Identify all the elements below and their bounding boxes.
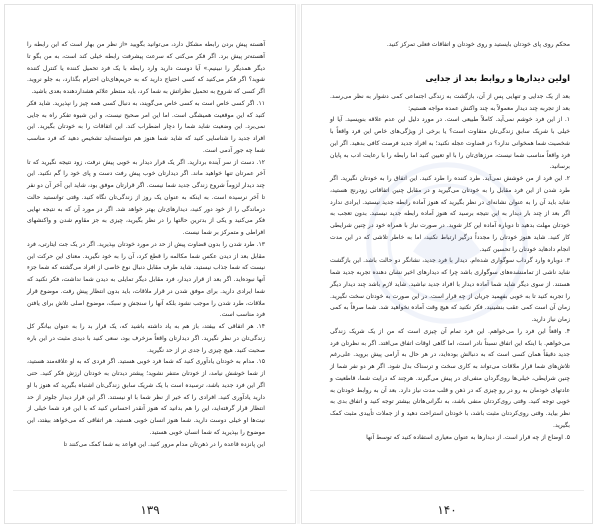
left_page-paragraph: ۱۳. طرد شدن را بدون قضاوت پیش از حد در مورد خودتان بپذیرید. اگر در یک جت ایتارتی، فرد مقابل بعد از دیدن عکس شما مکالمه را قطع کرد، آن را به خود نگیرید. معنای این حرکت این نیست که شما جذاب نیستید. شاید طرف مقابل دنبال نوع خاصی از افراد می‌گشته که شما جزء آنها نبوده‌اید. اگر بعد از قرار دیدار، فرد مقابل دیگر تمایلی به دیدن شما نداشت، فکر نکنید که شما ایرادی دارید. برای موفق شدن در قرار ملاقات، باید بدون انتظار پیش رفت. موضوع قرار ملاقات، طرد شدن را موجب نشود بلکه آنها را سنجش و سبک، موضوع اصلی تلاش برای یافتن فرد مناسب است. xyxy=(27,240,265,319)
left-page-text xyxy=(27,39,265,450)
left_page-paragraph: ۱۵. مدام به خودتان یادآوری کنید که شما فرد خوبی هستید. اگر فردی که به او علاقه‌مند هستید، از شما خوشش نیامد، از خودتان متنفر نشوید؛ پیشتر دیدتان به خودتان ارزش فکر کنید. حتی اگر این فرد جدید باشد، ترسیده است با یک شریک سابق زندگی‌تان اشتباه بگیرید که هنوز با او دارید یادآوری کنید. افرادی را که خیر از نظر شما با او نیستند. اگر این قرار دیدار جلوتر از حد انتظار قرار گرفته‌اید، این را هم بدانید که هنوز آنقدر احساس کنید که با این فرد شما خیلی از نیت‌ها او خیلی دوست دارید. شما هنوز انسان خوبی هستید. هر اتفاقی که می‌خواهد بیفتد، این موضوع را بپذیرید که شما انسان خوبی هستید. xyxy=(27,358,265,436)
section-heading: اولین دیدارها و روابط بعد از جدایی xyxy=(425,72,570,83)
right_page-paragraph: ۴. واقعاً این فرد را می‌خواهم. این فرد تمام آن چیزی است که من از یک شریک زندگی می‌خواهم. با اینکه این اتفاق نسبتاً نادر است، اما گاهی اوقات اتفاق می‌افتد. اگر به نظرتان فرد جدید دقیقاً همان کسی است که به دنبالش بوده‌اید، در هر حال به آرامی پیش بروید. علی‌رغم تلاش‌های شما قرار ملاقات می‌تواند به کاری سخت و ترسناک بدل شود. اگر هر دو نفر شما از چنین شرایطی، خیلی‌ها روی‌گردان منفی‌ای در پیش می‌گیرند. هرچند که درایت شما، قاطعیت و عادتهای خودمان به رو در رو چیزی که در ذهن و قلب مدت نیاز دارد. بعد آن به روابط خودتان به خوبی توجه کنید. وقتی روی‌کردتان منفی باشد، به نگرانی‌هاتان بیشتر توجه کنید و اتفاق بدی به نظر بیاید. وقتی روی‌کردتان مثبت باشد، با خودتان استراحت دهید و از جملات تأییدی مثبت کمک بگیرید. xyxy=(330,327,570,429)
right_page-paragraph: ۲. این فرد از من خوشش نمی‌آید. طرد کننده را طرد کنید. این اتفاق را به خودتان نگیرید. اگر طرد شدن از این فرد مقابل را به خودتان می‌گیرید و در مقابل چنین اتفاقاتی زودرنج هستید، شاید باید آن را به عنوان نشانه‌ای در نظر بگیرید که هنوز آماده رابطه جدید نیستید. ایرادی ندارد اگر بعد از چند بار دیدار به این نتیجه برسید که هنوز آماده رابطه جدید نیستید. بدون تعجب به خودتان مهلت بدهید تا دوباره آماده این کار شوید. در صورت نیاز با همراه خود در چنین شرایطی کار کنید. شاید هنوز خودتان را مجدداً درگیر ارتباط نکنید، اما به خاطر تلاشی که در این مدت انجام دادهاید خودتان را تحسین کنید. xyxy=(330,175,570,253)
right_page-paragraph: ۳. دوباره وارد گرداب سوگواری شده‌ام. دیدار با فرد جدید، نشانگر دو حالت باشد. این بازگشت شاید ناشی از تمامنشده‌های سوگواری باشد چرا که دیدارهای اخیر نشان دهنده تجربه جدید شما هستند. از سوی دیگر شاید شما آماده دیدار با افراد جدید نباشید. شاید لازم باشد چند دیدار دیگر را تجربه کنید تا به خوبی بفهمید جریان از چه قرار است. در این صورت به خودتان سخت نگیرید. زمان آن است کمی عقب بنشینید. فکر نکنید که هیچ وقت آماده نخواهید شد. شما صرفاً به کمی زمان نیاز دارید. xyxy=(330,257,570,323)
right-page xyxy=(301,4,593,524)
right-page-number: ۱۴۰ xyxy=(437,503,457,517)
left_page-paragraph: ۱۲. دست از سر آینده بردارید. اگر یک قرار دیدار به خوبی پیش نرفت، زود نتیجه نگیرید که تا آخر عمرتان تنها خواهید ماند. اگر دیدارتان خوب پیش رفت دست و پای خود را گم نکنید. این چند دیدار لزوماً شروع زندگی جدید شما نیست. اگر قرارتان موفق بود، شاید این آخر آن دو نفر تا آخر نرسیده است. به اینکه به عنوان یک روز از زندگی‌تان نگاه کنید. وقتی توانستید حالت درماندگی را از خود دور کنید، دیدارهای‌تان بهتر خواهد شد. اگر در مورد آن که به نتیجه نهایی فکر می‌کنید و یکی از بدترین حالتها را در نظر بگیرید، چیزی به جز مقاوم شدن و واکنشهای افراطی و متمرکز بر شما نیست. xyxy=(27,158,265,236)
left_page-paragraph: ۱۱. اگر کسی خاص است به کسی خاص می‌گویند، به دنبال کسی همه چیز را نپذیرید. شاید فکر کنید که این موقعیت همیشگی است. اما این امر صحیح نیست، و این شیوه تفکر راه به جایی نمی‌برد. این وضعیت شاید شما را دچار اضطراب کند. این اتفاقات را به خودتان بگیرید. این افراد جدید را شناسایی کنید که شاید شما هنوز هم نتوانسته‌اید تشخیص دهید که فرد مناسب شما چه جور آدمی است. xyxy=(27,99,265,154)
right_page-paragraph: ۱. از این فرد خوشم نمی‌آید. کاملاً طبیعی است. در مورد دلیل این عدم علاقه بنویسید. آیا او خیلی با شریک سابق زندگی‌تان متفاوت است؟ یا برخی از ویژگی‌های خاص این فرد واقعاً با شخصیت شما همخوانی ندارد؟ در قضاوت عجله نکنید؛ به افراد جدید فرصت کافی بدهید. اگر این فرد واقعاً مناسب شما نیست، مرزهای‌تان را با او تعیین کنید اما رابطه را با رعایت ادب به پایان برسانید. xyxy=(330,116,570,171)
left-page-number: ۱۳۹ xyxy=(140,503,160,517)
left_page-paragraph: آهسته پیش بردن رابطه مشکل دارد، می‌توانید بگویید «از نظر من بهار است که این رابطه را آهسته‌تر پیش برد. اگر فکر می‌کنی که سرعت پیشرفت رابطه خیلی کند است، به من بگو تا دیگر همدیگر را نبینیم.» آیا دوست دارید وارد رابطه با یک فرد تحمیل کننده یا کنترل کننده شوید؟ اگر فکر می‌کنید که کسی احتیاج دارید که به حریم‌های‌تان احترام بگذارد، به جلو نروید. اگر کسی که شروع به تحمیل نظراتش به شما کرد، باید منتظر علائم هشداردهنده بعدی باشید. xyxy=(27,41,265,95)
right-page-intro: محکم روی پای خودتان بایستید و روی خودتان و اتفاقات فعلی تمرکز کنید. xyxy=(386,41,570,48)
right_page-paragraph: ۵. اوضاع از چه قرار است. از دیدارها به عنوان معیاری استفاده کنید که توسط آنها xyxy=(366,433,570,441)
left-page xyxy=(4,4,296,524)
right_page-paragraph: بعد از یک جدایی و تنهایی پس از آن، بازگشت به زندگی اجتماعی کمی دشوار به نظر می‌رسد. بعد از تجربه چند دیدار معمولاً به چند واکنش عمده مواجه هستیم: xyxy=(330,92,570,112)
right-page-text xyxy=(330,91,570,444)
left_page-paragraph: ۱۴. هر اتفاقی که بیفتد، باز هم به یاد داشته باشید که، یک قرار بد را به عنوان بیانگر کل زندگی‌تان در نظر نگیرید. اگر دیدارتان واقعاً مزخرف بود، سعی کنید با دیدی مثبت در این باره صحبت کنید. هیچ چیزی را جدی تر از حد نگیرید. xyxy=(27,323,265,354)
left_page-paragraph: این پانزده قاعده را در ذهن‌تان مدام مرور کنید. این قواعد به شما کمک می‌کنند تا xyxy=(63,440,265,448)
book-gutter xyxy=(297,4,300,524)
